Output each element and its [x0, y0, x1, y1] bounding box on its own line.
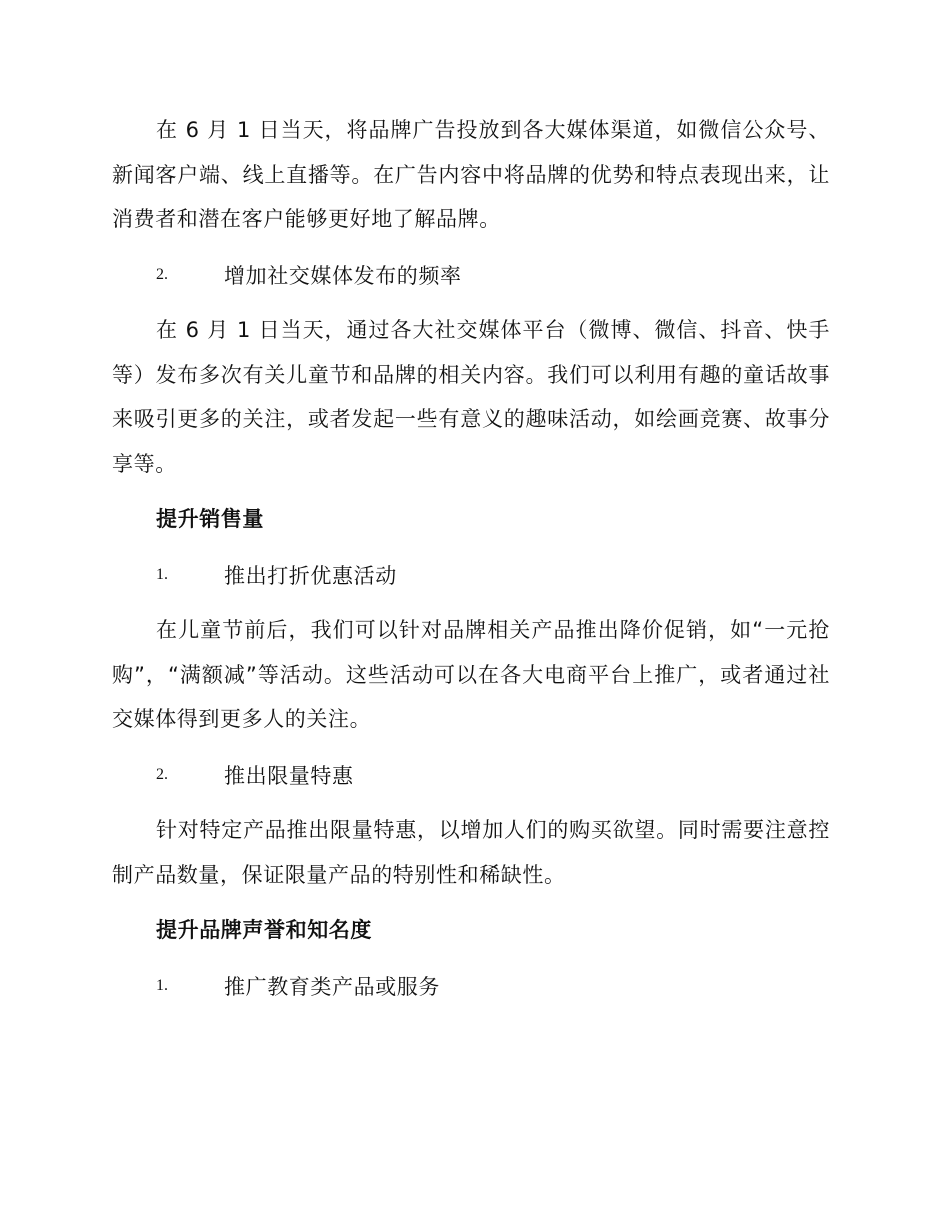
paragraph-limited-offer: 针对特定产品推出限量特惠，以增加人们的购买欲望。同时需要注意控制产品数量，保证限量产品的特别性和稀缺性。 — [112, 818, 830, 887]
list-number: 1. — [156, 565, 168, 583]
section-heading-sales: 提升销售量 — [156, 507, 264, 531]
list-item-limited-offer — [112, 753, 830, 798]
list-item-education — [112, 964, 830, 1009]
list-item-text: 推出打折优惠活动 — [224, 563, 397, 588]
document-page — [112, 108, 830, 1019]
list-item-text: 推广教育类产品或服务 — [224, 974, 440, 999]
list-item-text: 推出限量特惠 — [224, 763, 354, 788]
list-item-social-frequency — [112, 253, 830, 298]
list-item-text: 增加社交媒体发布的频率 — [224, 263, 462, 288]
list-number: 1. — [156, 976, 168, 994]
paragraph-social-media: 在 6 月 1 日当天，通过各大社交媒体平台（微博、微信、抖音、快手等）发布多次有关儿童节和品牌的相关内容。我们可以利用有趣的童话故事来吸引更多的关注，或者发起一些有意义的趣味活动，如绘画竞赛、故事分享等。 — [112, 318, 830, 476]
list-number: 2. — [156, 765, 168, 783]
list-number: 2. — [156, 265, 168, 283]
section-heading-reputation: 提升品牌声誉和知名度 — [156, 918, 372, 942]
paragraph-brand-ads: 在 6 月 1 日当天，将品牌广告投放到各大媒体渠道，如微信公众号、新闻客户端、线上直播等。在广告内容中将品牌的优势和特点表现出来，让消费者和潜在客户能够更好地了解品牌。 — [112, 118, 830, 231]
paragraph-discount: 在儿童节前后，我们可以针对品牌相关产品推出降价促销，如“一元抢购”，“满额减”等活动。这些活动可以在各大电商平台上推广，或者通过社交媒体得到更多人的关注。 — [112, 618, 830, 731]
list-item-discount — [112, 553, 830, 598]
